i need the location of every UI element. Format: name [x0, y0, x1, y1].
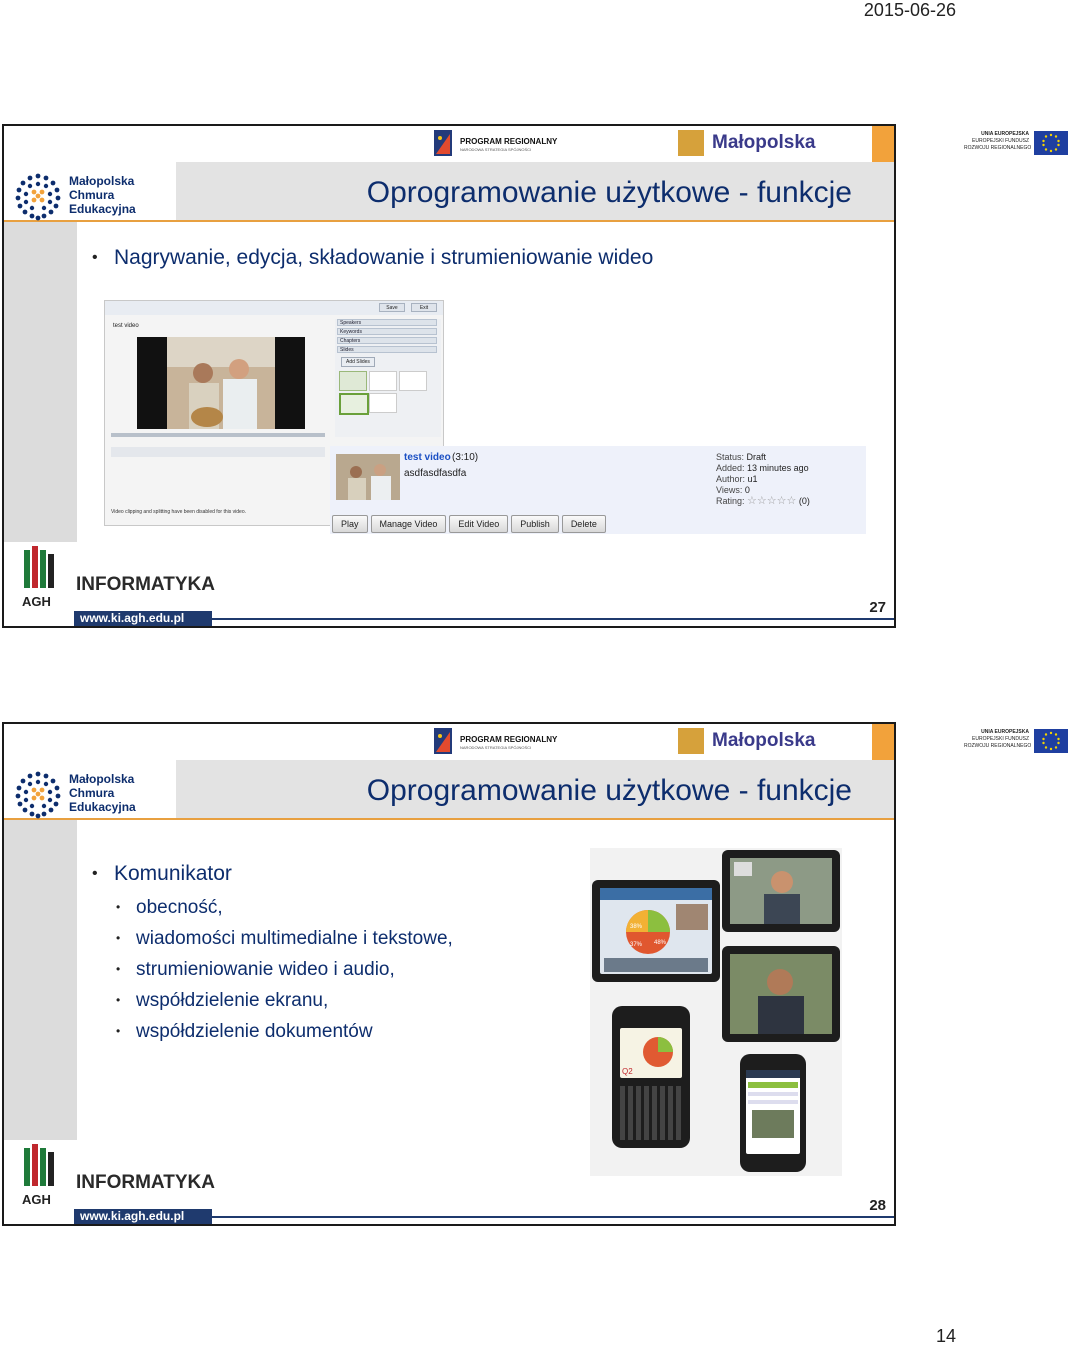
edit-video-button[interactable]: Edit Video	[449, 515, 508, 533]
eu-text	[964, 729, 1032, 750]
mce-line2: Chmura	[69, 786, 115, 800]
video-info-panel	[330, 446, 866, 534]
program-regionalny-subtitle: NARODOWA STRATEGIA SPÓJNOŚCI	[460, 147, 532, 152]
communicator-devices-image	[590, 848, 842, 1176]
video-people-image	[167, 337, 275, 429]
added-value: 13 minutes ago	[747, 463, 809, 473]
views-label: Views:	[716, 485, 743, 495]
blackberry-chart-image	[620, 1028, 682, 1078]
mce-line3: Edukacyjna	[69, 800, 136, 814]
document-date: 2015-06-26	[863, 0, 956, 20]
video-action-buttons	[332, 514, 609, 533]
bullet-item: • Komunikator	[92, 860, 453, 888]
rating-label: Rating:	[716, 496, 745, 506]
video-thumbnail[interactable]	[336, 454, 400, 500]
slide-thumb[interactable]	[369, 393, 397, 413]
mce-line2: Chmura	[69, 188, 115, 202]
editor-clip-title: test video	[113, 323, 139, 329]
tablet-video-call-2	[722, 946, 840, 1042]
pie-label-48: 48%	[654, 940, 667, 946]
informatyka-logo: INFORMATYKA	[76, 574, 215, 595]
editor-side-panel	[335, 319, 441, 437]
mce-line1: Małopolska	[69, 772, 135, 786]
slide-number: 27	[869, 599, 886, 616]
publish-button[interactable]: Publish	[511, 515, 559, 533]
sub-bullet-item: • strumieniowanie wideo i audio,	[92, 954, 453, 985]
rating-count: (0)	[798, 496, 810, 506]
chmura-dots-icon	[14, 770, 62, 818]
tablet-screen	[600, 888, 712, 974]
page-number: 14	[935, 1326, 956, 1346]
blackberry-phone	[612, 1006, 690, 1148]
malopolska-label: Małopolska	[712, 132, 816, 153]
timeline-bar[interactable]	[111, 433, 325, 437]
corner-accent	[872, 724, 894, 760]
chmura-dots-icon	[14, 172, 62, 220]
agh-text: AGH	[22, 594, 51, 609]
delete-button[interactable]: Delete	[562, 515, 606, 533]
video-call-person-image	[730, 858, 832, 924]
chmura-edukacyjna-text	[69, 772, 136, 814]
mce-line1: Małopolska	[69, 174, 135, 188]
pie-label-38: 38%	[630, 924, 643, 930]
chmura-edukacyjna-logo	[14, 172, 154, 224]
program-regionalny-subtitle: NARODOWA STRATEGIA SPÓJNOŚCI	[460, 745, 532, 750]
agh-text: AGH	[22, 1192, 51, 1207]
slide-thumb[interactable]	[399, 371, 427, 391]
chmura-edukacyjna-text	[69, 174, 136, 216]
android-phone	[740, 1054, 806, 1172]
eu-line3: ROZWOJU REGIONALNEGO	[964, 145, 1032, 151]
malopolska-logo	[678, 130, 828, 158]
bullet-list	[92, 860, 453, 1047]
program-regionalny-title: PROGRAM REGIONALNY	[460, 137, 558, 146]
footer-url[interactable]: www.ki.agh.edu.pl	[74, 1209, 212, 1224]
player-controls[interactable]	[111, 447, 325, 457]
slide-title: Oprogramowanie użytkowe - funkcje	[366, 176, 852, 209]
footer-line	[212, 618, 894, 620]
eu-flag-icon	[1034, 729, 1068, 753]
eu-flag-icon	[1034, 131, 1068, 155]
sub-bullet-item: • współdzielenie ekranu,	[92, 985, 453, 1016]
eu-line3: ROZWOJU REGIONALNEGO	[964, 743, 1032, 749]
program-regionalny-icon	[434, 130, 452, 156]
video-player[interactable]	[137, 337, 305, 429]
add-slides-button[interactable]: Add Slides	[341, 357, 375, 367]
panel-keywords[interactable]: Keywords	[337, 328, 437, 335]
bullet-list	[92, 244, 653, 272]
malopolska-logo	[678, 728, 828, 756]
sponsor-bar	[212, 126, 1032, 162]
video-call-person-2-image	[730, 954, 832, 1034]
video-title-link[interactable]: test video	[404, 452, 451, 463]
blackberry-keyboard	[620, 1086, 682, 1140]
malopolska-emblem-icon	[678, 130, 704, 156]
android-screen	[746, 1070, 800, 1154]
tablet-device	[592, 880, 720, 982]
program-regionalny-icon	[434, 728, 452, 754]
panel-speakers[interactable]: Speakers	[337, 319, 437, 326]
blackberry-q2-label: Q2	[622, 1067, 633, 1076]
editor-bottom-note: Video clipping and splitting have been disabled for this video.	[111, 509, 246, 515]
slide-27	[2, 124, 1032, 628]
eu-logo	[964, 728, 1070, 756]
footer-url[interactable]: www.ki.agh.edu.pl	[74, 611, 212, 626]
footer-line	[212, 1216, 894, 1218]
sponsor-bar	[212, 724, 1032, 760]
editor-toolbar	[105, 301, 443, 315]
slide-thumb[interactable]	[369, 371, 397, 391]
left-sidebar-bar	[4, 820, 77, 1140]
video-thumbnail-image	[336, 454, 400, 500]
added-label: Added:	[716, 463, 745, 473]
author-label: Author:	[716, 474, 746, 484]
video-frame	[167, 337, 275, 429]
program-regionalny-title: PROGRAM REGIONALNY	[460, 735, 558, 744]
slide-28	[2, 722, 1032, 1226]
mce-line3: Edukacyjna	[69, 202, 136, 216]
corner-accent	[872, 126, 894, 162]
chmura-edukacyjna-logo	[14, 770, 154, 822]
rating-stars[interactable]: ☆☆☆☆☆	[747, 495, 797, 507]
video-call-screen	[730, 858, 832, 924]
play-button[interactable]: Play	[332, 515, 368, 533]
status-value: Draft	[746, 452, 767, 462]
manage-video-button[interactable]: Manage Video	[371, 515, 447, 533]
eu-line1: UNIA EUROPEJSKA	[981, 729, 1029, 735]
video-metadata	[716, 452, 810, 507]
video-description: asdfasdfasdfa	[404, 468, 467, 479]
author-value: u1	[747, 474, 758, 484]
slide-number: 28	[869, 1197, 886, 1214]
sub-bullet-item: • wiadomości multimedialne i tekstowe,	[92, 923, 453, 954]
video-duration: (3:10)	[452, 452, 479, 463]
slide-title: Oprogramowanie użytkowe - funkcje	[366, 774, 852, 807]
sub-bullet-item: • współdzielenie dokumentów	[92, 1016, 453, 1047]
panel-chapters[interactable]: Chapters	[337, 337, 437, 344]
informatyka-logo: INFORMATYKA	[76, 1172, 215, 1193]
pie-label-37: 37%	[630, 942, 643, 948]
video-call-screen-2	[730, 954, 832, 1034]
left-sidebar-bar	[4, 222, 77, 542]
program-regionalny-logo	[434, 128, 558, 160]
editor-exit-button[interactable]: Exit	[411, 303, 437, 312]
malopolska-label: Małopolska	[712, 730, 816, 751]
eu-line1: UNIA EUROPEJSKA	[981, 131, 1029, 137]
agh-logo-icon	[18, 544, 68, 610]
malopolska-emblem-icon	[678, 728, 704, 754]
tablet-video-call	[722, 850, 840, 932]
slide-thumb[interactable]	[339, 371, 367, 391]
panel-slides[interactable]: Slides	[337, 346, 437, 353]
blackberry-screen	[620, 1028, 682, 1078]
views-value: 0	[744, 485, 750, 495]
sub-bullet-item: • obecność,	[92, 892, 453, 923]
status-label: Status:	[716, 452, 745, 462]
pie-chart-screen-image	[600, 888, 712, 974]
eu-line2: EUROPEJSKI FUNDUSZ	[972, 736, 1029, 742]
agh-logo-icon	[18, 1142, 68, 1208]
slide-thumb-selected[interactable]	[339, 393, 369, 415]
bullet-item: • Nagrywanie, edycja, składowanie i strumieniowanie wideo	[92, 244, 653, 272]
editor-save-button[interactable]: Save	[379, 303, 405, 312]
eu-text	[964, 131, 1032, 152]
program-regionalny-logo	[434, 726, 558, 758]
eu-logo	[964, 130, 1070, 158]
eu-line2: EUROPEJSKI FUNDUSZ	[972, 138, 1029, 144]
android-app-image	[746, 1070, 800, 1154]
